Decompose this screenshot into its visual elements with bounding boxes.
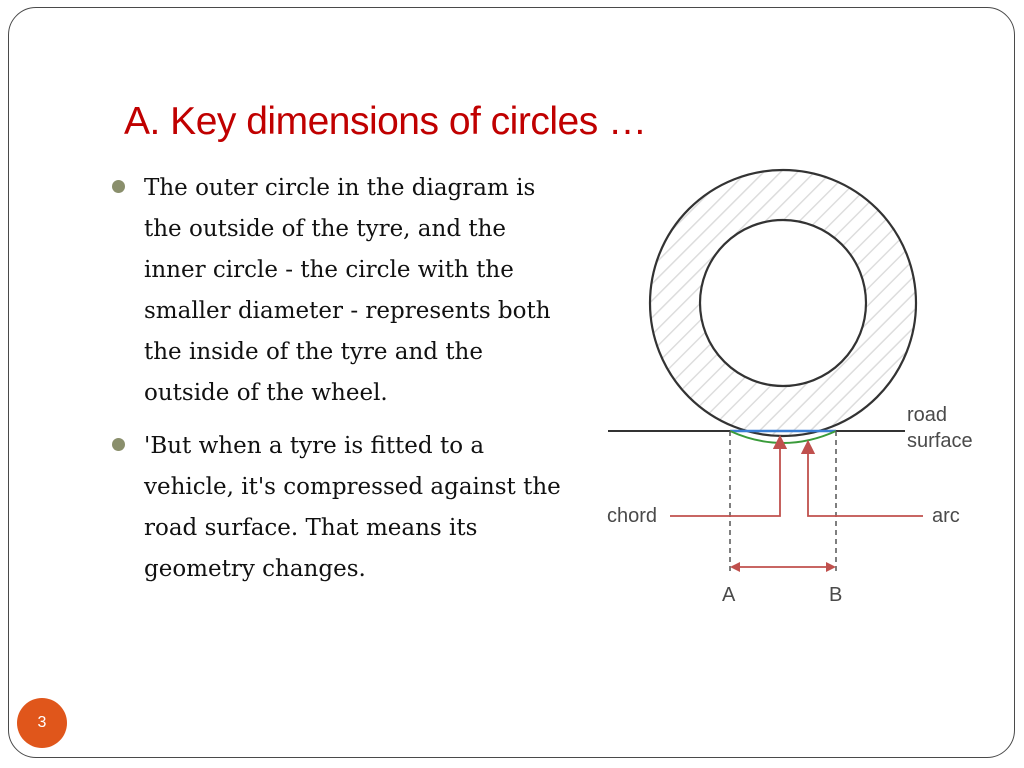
chord-label: chord [607, 505, 658, 527]
ab-arrow-left [730, 562, 740, 572]
bullet-item [112, 426, 562, 590]
bullet-list [112, 168, 562, 602]
road-label-line2: surface [907, 430, 973, 452]
bullet-text: 'But when a tyre is fitted to a vehicle, it's compressed against the road surface. That means its geometry changes. [144, 433, 561, 582]
tyre-diagram [600, 165, 1000, 610]
chord-pointer [670, 442, 780, 516]
bullet-icon [112, 180, 125, 193]
inner-circle [700, 220, 866, 386]
arc-pointer [808, 447, 923, 516]
ab-arrow-right [826, 562, 836, 572]
page-number-badge: 3 [17, 698, 67, 748]
bullet-item [112, 168, 562, 414]
point-b-label: B [829, 584, 843, 606]
bullet-text: The outer circle in the diagram is the outside of the tyre, and the inner circle - the circle with the smaller diameter - represents both the inside of the tyre and the outside of the wheel. [144, 175, 551, 406]
bullet-icon [112, 438, 125, 451]
slide-title: A. Key dimensions of circles … [124, 100, 647, 143]
road-label-line1: road [907, 404, 948, 426]
arc-label: arc [932, 505, 960, 527]
point-a-label: A [722, 584, 736, 606]
